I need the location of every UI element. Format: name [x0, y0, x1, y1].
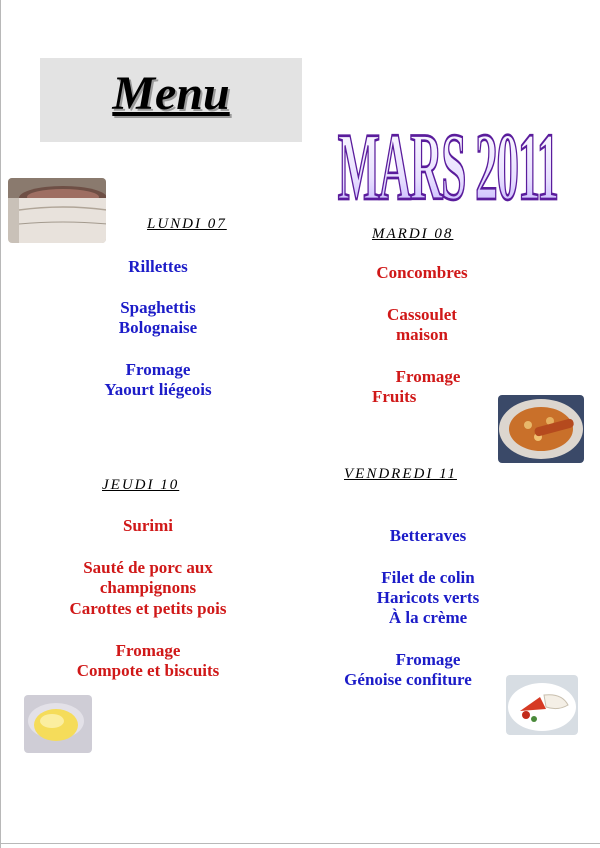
page-bottom-border [0, 843, 600, 844]
day-title-vendredi: VENDREDI 11 [344, 466, 457, 482]
dish-lundi-5: Yaourt liégeois [104, 380, 212, 399]
dish-lundi-3: Bolognaise [118, 318, 198, 337]
dish-jeudi-5: Fromage [115, 641, 181, 660]
dish-vendredi-4: À la crème [388, 608, 468, 627]
dish-jeudi-1: Surimi [122, 516, 174, 535]
dish-mardi-2: Cassoulet [387, 305, 457, 324]
dish-jeudi-3: champignons [99, 578, 197, 597]
month-wordart [328, 86, 568, 216]
dish-jeudi-4: Carottes et petits pois [69, 599, 227, 618]
menu-title-box [40, 58, 302, 142]
dish-lundi-2: Spaghettis [120, 298, 196, 317]
dish-jeudi-6: Compote et biscuits [76, 661, 220, 680]
dish-mardi-3: maison [396, 325, 448, 344]
month-label: MARS 2011 [337, 114, 558, 216]
dish-lundi-4: Fromage [125, 360, 191, 379]
page-left-border [0, 0, 1, 848]
day-title-jeudi: JEUDI 10 [102, 477, 180, 493]
day-title-mardi: MARDI 08 [372, 226, 454, 242]
dish-mardi-5: Fruits [372, 387, 417, 406]
rillettes-photo [8, 178, 106, 243]
cassoulet-photo [498, 395, 584, 463]
dish-vendredi-3: Haricots verts [376, 588, 480, 607]
dish-jeudi-2: Sauté de porc aux [83, 558, 213, 577]
fish-plate-photo [506, 675, 578, 735]
dish-vendredi-1: Betteraves [389, 526, 467, 545]
day-title-lundi: LUNDI 07 [147, 216, 227, 232]
dish-mardi-4: Fromage [395, 367, 461, 386]
menu-title: Menu [112, 67, 230, 120]
dish-vendredi-5: Fromage [395, 650, 461, 669]
dish-lundi-1: Rillettes [128, 257, 188, 276]
compote-photo [24, 695, 92, 753]
dish-vendredi-6: Génoise confiture [344, 670, 472, 689]
dish-mardi-1: Concombres [376, 263, 468, 282]
dish-vendredi-2: Filet de colin [381, 568, 475, 587]
